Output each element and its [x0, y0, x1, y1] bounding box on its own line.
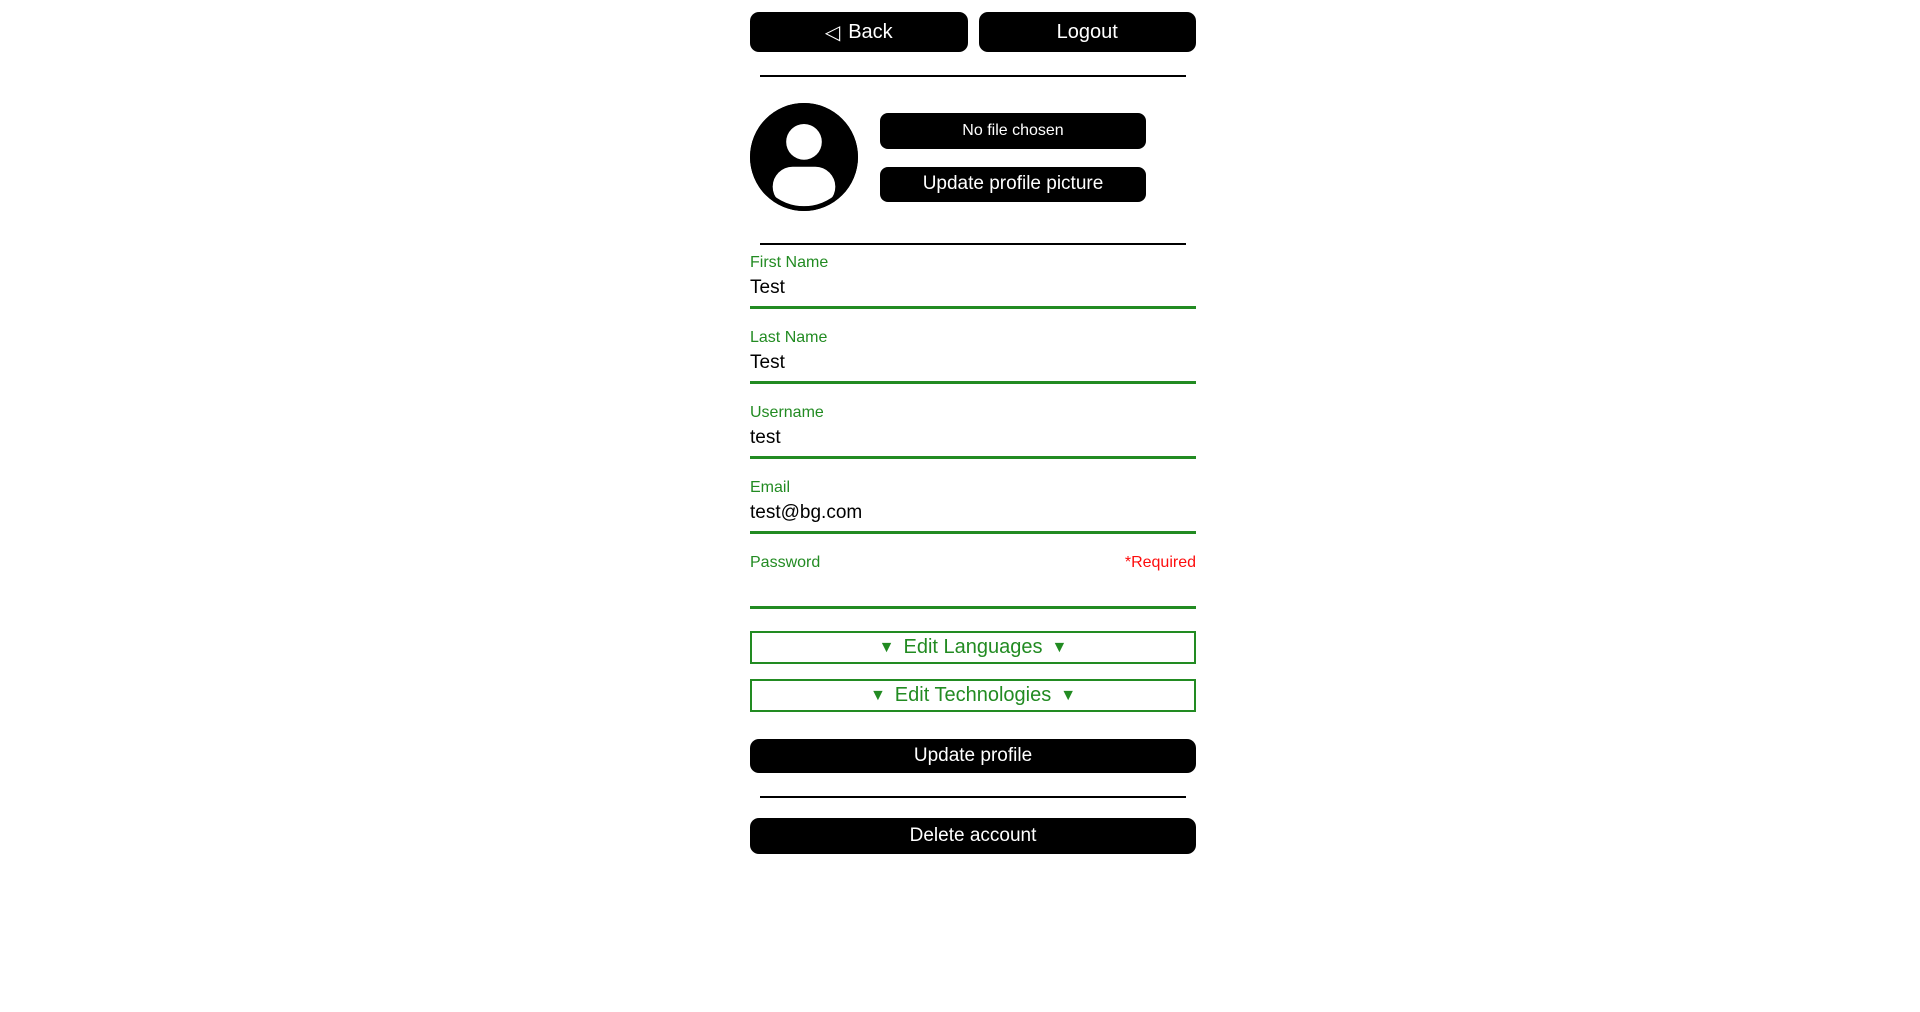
password-input[interactable] [750, 575, 1196, 601]
last-name-label: Last Name [750, 329, 828, 346]
last-name-input[interactable] [750, 350, 1196, 376]
update-profile-label: Update profile [913, 745, 1033, 766]
delete-account-button[interactable] [750, 818, 1196, 854]
email-label: Email [750, 479, 791, 496]
avatar-icon [750, 103, 858, 211]
profile-picture-section [750, 103, 1196, 211]
password-label: Password [750, 554, 821, 571]
password-field-group [750, 554, 1196, 609]
password-required-note: *Required [1124, 554, 1196, 571]
last-name-field-group [750, 329, 1196, 384]
file-input[interactable] [880, 113, 1146, 149]
dropdown-arrow-icon: ▼ [1051, 638, 1068, 656]
update-profile-picture-button[interactable] [880, 167, 1146, 202]
back-arrow-icon: ◁ [824, 21, 841, 44]
logout-button[interactable] [979, 12, 1197, 52]
divider-top [760, 75, 1186, 77]
email-input[interactable] [750, 500, 1196, 526]
edit-technologies-label: Edit Technologies [894, 684, 1052, 706]
dropdown-arrow-icon: ▼ [869, 686, 886, 704]
divider-bottom [760, 796, 1186, 798]
edit-languages-label: Edit Languages [903, 636, 1043, 658]
username-input[interactable] [750, 425, 1196, 451]
edit-technologies-button[interactable] [750, 679, 1196, 712]
profile-page [750, 0, 1196, 854]
back-button-label: Back [848, 20, 893, 43]
update-profile-picture-label: Update profile picture [922, 173, 1104, 194]
first-name-label: First Name [750, 254, 829, 271]
edit-languages-button[interactable] [750, 631, 1196, 664]
dropdown-arrow-icon: ▼ [878, 638, 895, 656]
username-field-group [750, 404, 1196, 459]
first-name-field-group [750, 254, 1196, 309]
delete-account-label: Delete account [909, 825, 1037, 846]
dropdown-arrow-icon: ▼ [1060, 686, 1077, 704]
divider-picture [760, 243, 1186, 245]
logout-button-label: Logout [1056, 20, 1118, 43]
back-button[interactable] [750, 12, 968, 52]
first-name-input[interactable] [750, 275, 1196, 301]
file-input-status: No file chosen [962, 121, 1064, 139]
top-button-row [750, 12, 1196, 52]
update-profile-button[interactable] [750, 739, 1196, 773]
profile-form [750, 254, 1196, 773]
email-field-group [750, 479, 1196, 534]
username-label: Username [750, 404, 824, 421]
picture-buttons [880, 113, 1146, 202]
